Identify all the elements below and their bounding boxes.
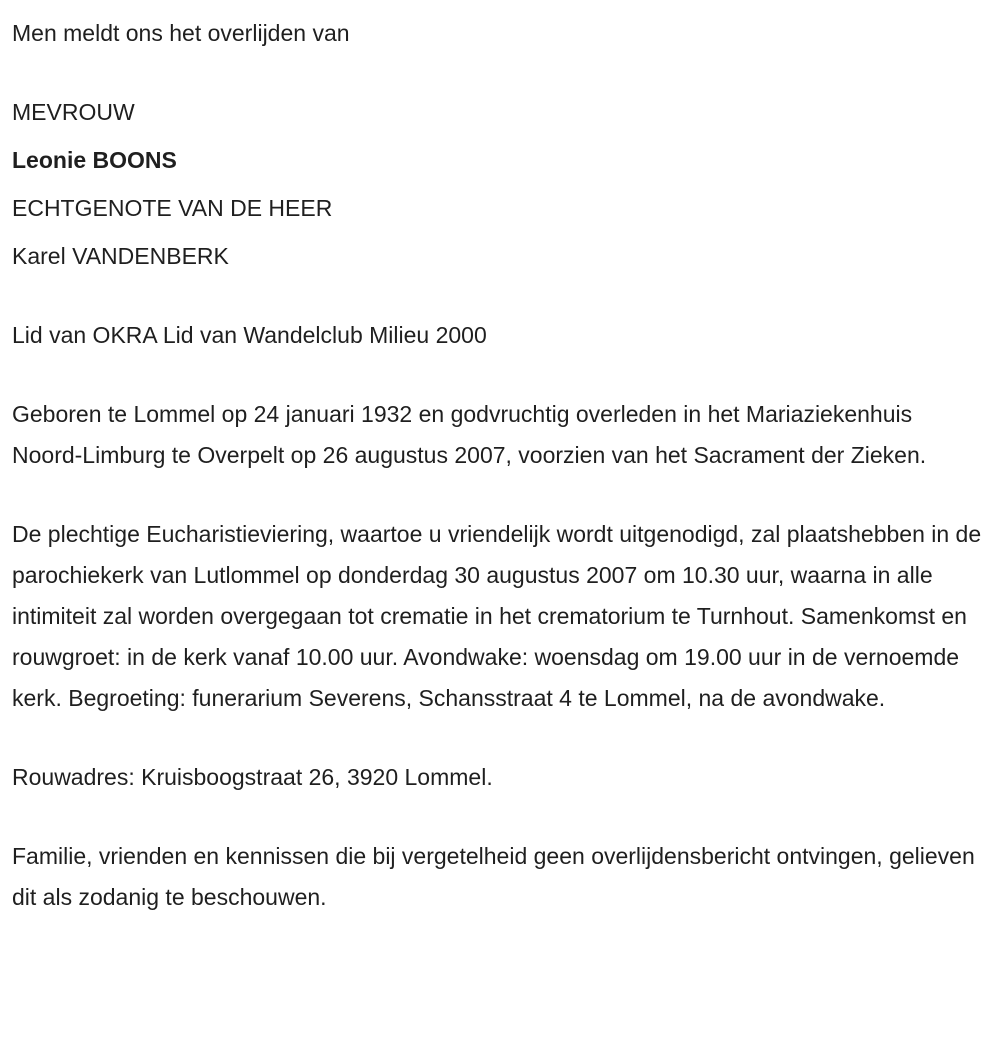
deceased-title: MEVROUW: [12, 99, 135, 125]
birth-death-paragraph: Geboren te Lommel op 24 januari 1932 en godvruchtig overleden in het Mariaziekenhuis Noord-Limburg te Overpelt op 26 augustus 2007, voorzien van het Sacrament der Zieken.: [12, 401, 927, 468]
spouse-name: Karel VANDENBERK: [12, 243, 229, 269]
intro-line: Men meldt ons het overlijden van: [12, 20, 350, 46]
service-paragraph: De plechtige Eucharistieviering, waartoe u vriendelijk wordt uitgenodigd, zal plaatshebben in de parochiekerk van Lutlommel op donderdag 30 augustus 2007 om 10.30 uur, waarna in alle intimiteit zal worden overgegaan tot crematie in het crematorium te Turnhout. Samenkomst en rouwgroet: in de kerk vanaf 10.00 uur. Avondwake: woensdag om 19.00 uur in de vernoemde kerk. Begroeting: funerarium Severens, Schansstraat 4 te Lommel, na de avondwake.: [12, 521, 982, 711]
deceased-block: [12, 92, 988, 277]
spouse-title: ECHTGENOTE VAN DE HEER: [12, 195, 333, 221]
memberships-line: Lid van OKRA Lid van Wandelclub Milieu 2000: [12, 322, 487, 348]
deceased-name: Leonie BOONS: [12, 147, 177, 173]
closing-paragraph: Familie, vrienden en kennissen die bij vergetelheid geen overlijdensbericht ontvingen, gelieven dit als zodanig te beschouwen.: [12, 843, 975, 910]
mourning-address-line: Rouwadres: Kruisboogstraat 26, 3920 Lommel.: [12, 764, 493, 790]
